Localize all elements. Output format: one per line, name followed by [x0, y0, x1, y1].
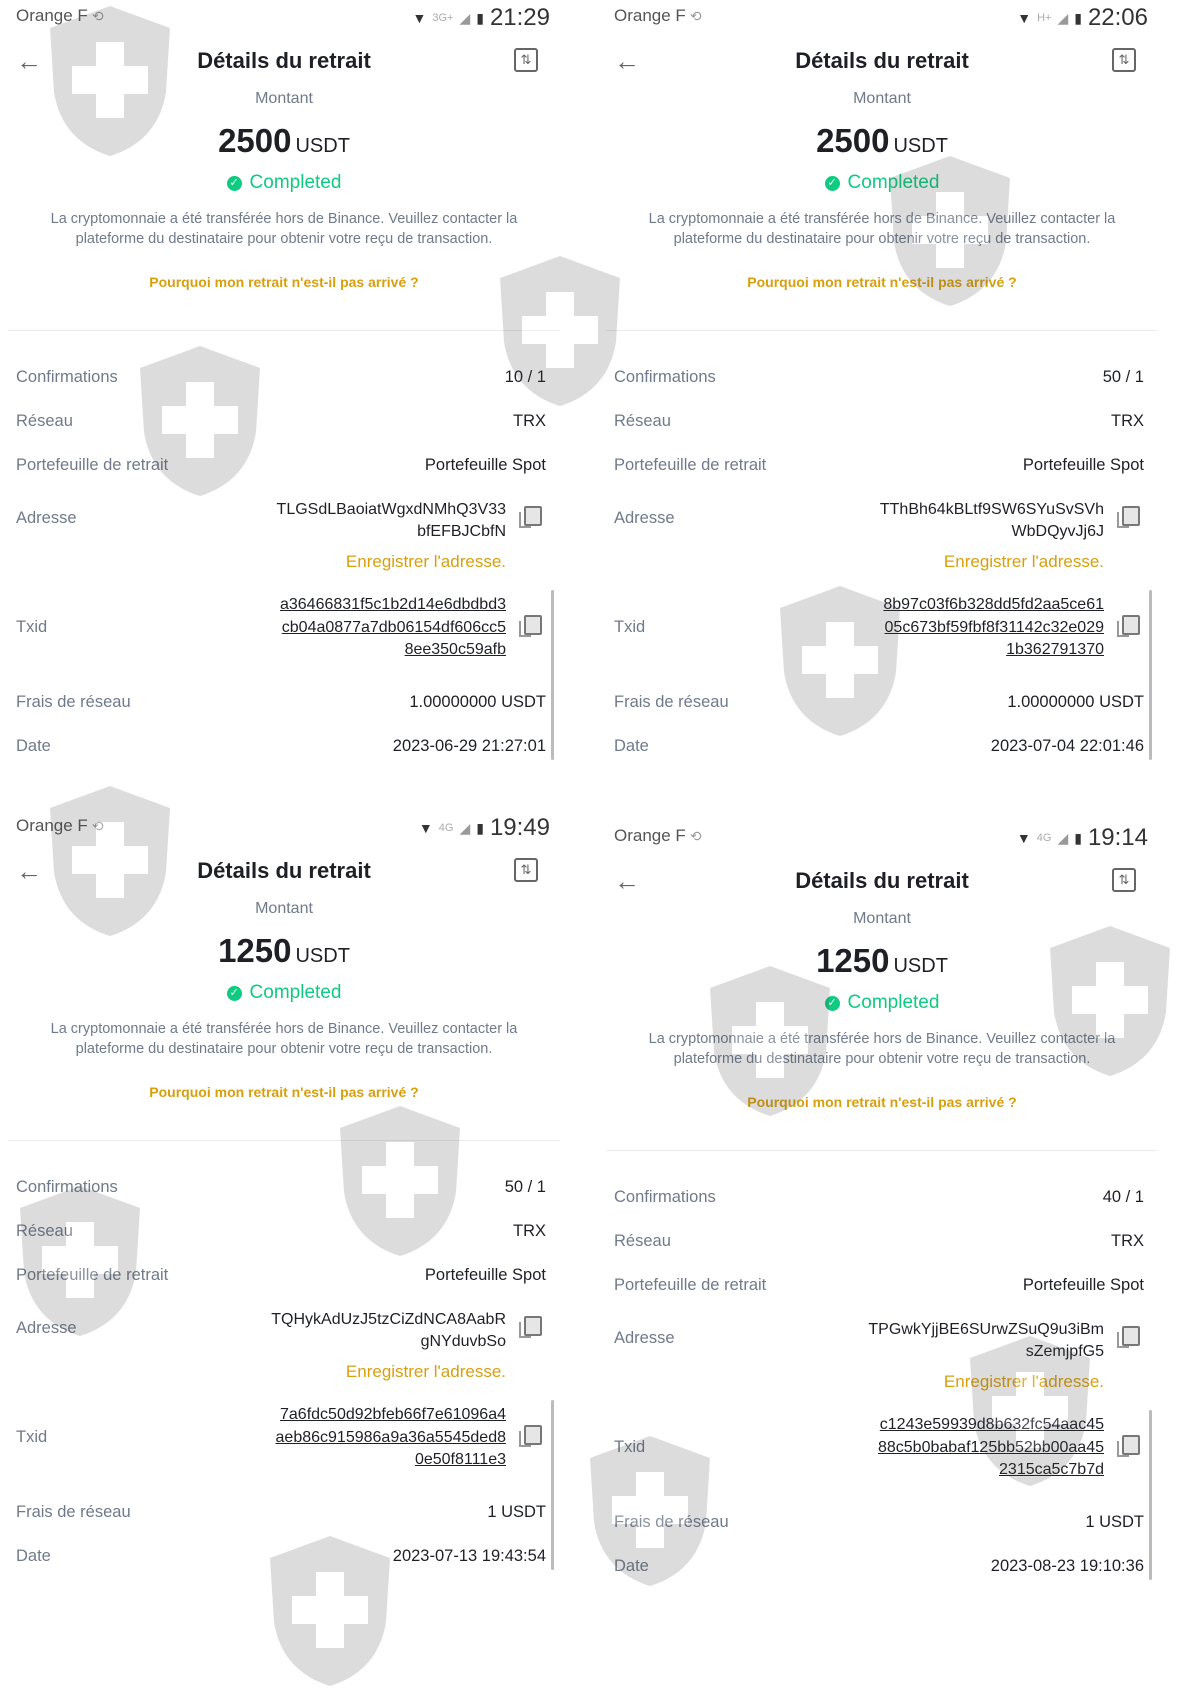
status-bar-right — [1017, 4, 1148, 32]
status-bar-carrier — [16, 816, 104, 836]
copy-icon[interactable] — [1122, 615, 1140, 635]
status-bar-right — [1017, 824, 1148, 852]
signal-icon: ◢ — [459, 9, 471, 26]
date-value: 2023-07-04 22:01:46 — [990, 737, 1144, 755]
network-value: TRX — [513, 1222, 546, 1240]
txid-label: Txid — [614, 618, 646, 636]
page-title: Détails du retrait — [197, 48, 371, 73]
txid-line-2: 05c673bf59fbf8f31142c32e029 — [884, 618, 1104, 636]
status-badge — [0, 172, 568, 194]
txid-link[interactable] — [883, 594, 1104, 662]
check-circle-icon: ✓ — [825, 996, 840, 1011]
date-label: Date — [614, 1557, 649, 1575]
network-type: 4G — [1036, 832, 1052, 844]
fee-value: 1 USDT — [1085, 1513, 1144, 1531]
confirmations-label: Confirmations — [16, 1178, 118, 1196]
wifi-icon: ▼ — [412, 10, 427, 26]
status-bar-carrier — [614, 826, 702, 846]
confirmations-label: Confirmations — [614, 368, 716, 386]
txid-line-3: 1b362791370 — [1006, 641, 1104, 658]
wallet-value: Portefeuille Spot — [1022, 1276, 1144, 1294]
amount-currency: USDT — [295, 135, 350, 157]
battery-icon: ▮ — [476, 819, 484, 836]
copy-icon[interactable] — [1122, 506, 1140, 526]
confirmations-label: Confirmations — [16, 368, 118, 386]
amount — [598, 942, 1166, 980]
divider — [8, 330, 560, 331]
status-badge — [0, 982, 568, 1004]
wallet-value: Portefeuille Spot — [424, 1266, 546, 1284]
network-type: 3G+ — [432, 12, 454, 24]
check-circle-icon: ✓ — [227, 986, 242, 1001]
amount-value: 1250 — [218, 932, 292, 969]
withdrawal-screen-2 — [598, 0, 1166, 803]
address-label: Adresse — [614, 1329, 675, 1347]
fee-label: Frais de réseau — [614, 693, 729, 711]
amount-label: Montant — [255, 900, 313, 917]
status-text: Completed — [847, 992, 940, 1013]
wallet-label: Portefeuille de retrait — [614, 1276, 767, 1294]
withdrawal-screen-1 — [0, 0, 568, 803]
carrier-name: Orange F — [16, 6, 88, 25]
transfer-note: La cryptomonnaie a été transférée hors de Binance. Veuillez contacter la plateforme du destinataire pour obtenir votre reçu de transaction. — [648, 211, 1116, 247]
withdrawal-screen-4 — [598, 820, 1166, 1623]
fee-value: 1 USDT — [487, 1503, 546, 1521]
txid-line-3: 8ee350c59afb — [404, 641, 506, 658]
address-label: Adresse — [614, 509, 675, 527]
confirmations-value: 10 / 1 — [504, 368, 546, 386]
sync-icon: ⟲ — [689, 7, 702, 24]
copy-icon[interactable] — [524, 1316, 542, 1336]
txid-line-3: 0e50f8111e3 — [414, 1451, 506, 1468]
status-bar-right — [412, 4, 550, 32]
address-value — [868, 1319, 1104, 1363]
scrollbar[interactable] — [551, 590, 554, 760]
status-bar-carrier — [16, 6, 104, 26]
page-title: Détails du retrait — [795, 48, 969, 73]
wifi-icon: ▼ — [1017, 10, 1032, 26]
date-value: 2023-06-29 21:27:01 — [392, 737, 546, 755]
amount-value: 1250 — [816, 942, 890, 979]
network-type: 4G — [438, 822, 454, 834]
txid-line-1: 7a6fdc50d92bfeb66f7e61096a4 — [280, 1406, 506, 1423]
sync-icon: ⟲ — [91, 817, 104, 834]
address-line-1: TLGSdLBaoiatWgxdNMhQ3V33 — [276, 501, 506, 518]
wallet-label: Portefeuille de retrait — [16, 1266, 169, 1284]
amount-value: 2500 — [218, 122, 292, 159]
status-bar-right — [419, 814, 550, 842]
txid-link[interactable] — [276, 1404, 506, 1472]
amount — [0, 932, 568, 970]
divider — [606, 330, 1158, 331]
network-value: TRX — [1111, 1232, 1144, 1250]
page-title: Détails du retrait — [795, 868, 969, 893]
address-line-1: TQHykAdUzJ5tzCiZdNCA8AabR — [271, 1311, 506, 1328]
back-arrow-icon[interactable]: ← — [16, 46, 42, 76]
wallet-label: Portefeuille de retrait — [614, 456, 767, 474]
share-icon[interactable]: ⇅ — [514, 48, 538, 72]
battery-icon: ▮ — [1074, 9, 1082, 26]
signal-icon: ◢ — [1057, 829, 1069, 846]
txid-label: Txid — [614, 1438, 646, 1456]
status-text: Completed — [847, 172, 940, 193]
txid-line-2: cb04a0877a7db06154df606cc5 — [281, 618, 506, 636]
fee-label: Frais de réseau — [16, 693, 131, 711]
txid-label: Txid — [16, 1428, 48, 1446]
clock: 19:49 — [489, 814, 550, 841]
address-line-2: gNYduvbSo — [420, 1333, 506, 1350]
check-circle-icon: ✓ — [227, 176, 242, 191]
save-address-link[interactable]: Enregistrer l'adresse. — [345, 1362, 506, 1381]
copy-icon[interactable] — [524, 1425, 542, 1445]
confirmations-label: Confirmations — [614, 1188, 716, 1206]
amount — [0, 122, 568, 160]
status-text: Completed — [249, 172, 342, 193]
amount-value: 2500 — [816, 122, 890, 159]
txid-label: Txid — [16, 618, 48, 636]
network-label: Réseau — [614, 1232, 671, 1250]
amount-currency: USDT — [893, 135, 948, 157]
scrollbar[interactable] — [551, 1400, 554, 1570]
txid-line-1: a36466831f5c1b2d14e6dbdbd3 — [279, 596, 506, 613]
fee-label: Frais de réseau — [614, 1513, 729, 1531]
amount — [598, 122, 1166, 160]
save-address-link[interactable]: Enregistrer l'adresse. — [943, 552, 1104, 571]
transfer-note: La cryptomonnaie a été transférée hors de Binance. Veuillez contacter la plateforme du destinataire pour obtenir votre reçu de transaction. — [50, 1021, 518, 1057]
signal-icon: ◢ — [1057, 9, 1069, 26]
back-arrow-icon[interactable]: ← — [614, 46, 640, 76]
wallet-label: Portefeuille de retrait — [16, 456, 169, 474]
save-address-link[interactable]: Enregistrer l'adresse. — [943, 1372, 1104, 1391]
scrollbar[interactable] — [1149, 590, 1152, 760]
status-text: Completed — [249, 982, 342, 1003]
confirmations-value: 40 / 1 — [1102, 1188, 1144, 1206]
clock: 19:14 — [1087, 824, 1148, 851]
network-label: Réseau — [16, 412, 73, 430]
back-arrow-icon[interactable]: ← — [16, 856, 42, 886]
date-label: Date — [16, 1547, 51, 1565]
share-icon[interactable]: ⇅ — [514, 858, 538, 882]
txid-line-2: aeb86c915986a9a36a5545ded8 — [275, 1428, 506, 1446]
txid-line-3: 2315ca5c7b7d — [999, 1461, 1104, 1478]
fee-value: 1.00000000 USDT — [1007, 693, 1144, 711]
network-label: Réseau — [16, 1222, 73, 1240]
fee-value: 1.00000000 USDT — [409, 693, 546, 711]
clock: 22:06 — [1087, 4, 1148, 31]
txid-line-1: c1243e59939d8b632fc54aac45 — [879, 1416, 1104, 1433]
battery-icon: ▮ — [1074, 829, 1082, 846]
share-icon[interactable]: ⇅ — [1112, 868, 1136, 892]
status-badge — [598, 992, 1166, 1014]
amount-currency: USDT — [295, 945, 350, 967]
carrier-name: Orange F — [614, 826, 686, 845]
network-type: H+ — [1037, 12, 1052, 24]
withdrawal-screen-3 — [0, 810, 568, 1613]
transfer-note: La cryptomonnaie a été transférée hors de Binance. Veuillez contacter la plateforme du destinataire pour obtenir votre reçu de transaction. — [50, 211, 518, 247]
sync-icon: ⟲ — [91, 7, 104, 24]
wallet-value: Portefeuille Spot — [1022, 456, 1144, 474]
why-not-arrived-link[interactable]: Pourquoi mon retrait n'est-il pas arrivé ? — [747, 1094, 1017, 1110]
date-label: Date — [16, 737, 51, 755]
amount-currency: USDT — [893, 955, 948, 977]
address-line-2: WbDQyvJj6J — [1011, 523, 1104, 540]
wallet-value: Portefeuille Spot — [424, 456, 546, 474]
txid-line-2: 88c5b0babaf125bb52bb00aa45 — [877, 1438, 1104, 1456]
amount-label: Montant — [853, 90, 911, 107]
network-value: TRX — [513, 412, 546, 430]
divider — [8, 1140, 560, 1141]
save-address-link[interactable]: Enregistrer l'adresse. — [345, 552, 506, 571]
copy-icon[interactable] — [1122, 1435, 1140, 1455]
address-line-1: TPGwkYjjBE6SUrwZSuQ9u3iBm — [868, 1321, 1104, 1338]
txid-link[interactable] — [280, 594, 506, 662]
back-arrow-icon[interactable]: ← — [614, 866, 640, 896]
date-value: 2023-08-23 19:10:36 — [990, 1557, 1144, 1575]
transfer-note: La cryptomonnaie a été transférée hors de Binance. Veuillez contacter la plateforme du destinataire pour obtenir votre reçu de transaction. — [648, 1031, 1116, 1067]
divider — [606, 1150, 1158, 1151]
copy-icon[interactable] — [524, 506, 542, 526]
share-icon[interactable]: ⇅ — [1112, 48, 1136, 72]
battery-icon: ▮ — [476, 9, 484, 26]
address-label: Adresse — [16, 509, 77, 527]
why-not-arrived-link[interactable]: Pourquoi mon retrait n'est-il pas arrivé ? — [747, 274, 1017, 290]
address-line-2: bfEFBJCbfN — [417, 523, 506, 540]
copy-icon[interactable] — [1122, 1326, 1140, 1346]
date-value: 2023-07-13 19:43:54 — [392, 1547, 546, 1565]
date-label: Date — [614, 737, 649, 755]
copy-icon[interactable] — [524, 615, 542, 635]
why-not-arrived-link[interactable]: Pourquoi mon retrait n'est-il pas arrivé ? — [149, 274, 419, 290]
address-line-2: sZemjpfG5 — [1025, 1343, 1104, 1360]
carrier-name: Orange F — [614, 6, 686, 25]
confirmations-value: 50 / 1 — [504, 1178, 546, 1196]
check-circle-icon: ✓ — [825, 176, 840, 191]
txid-link[interactable] — [878, 1414, 1104, 1482]
page-title: Détails du retrait — [197, 858, 371, 883]
clock: 21:29 — [489, 4, 550, 31]
amount-label: Montant — [853, 910, 911, 927]
address-value — [277, 499, 506, 543]
status-bar-carrier — [614, 6, 702, 26]
address-value — [880, 499, 1104, 543]
why-not-arrived-link[interactable]: Pourquoi mon retrait n'est-il pas arrivé ? — [149, 1084, 419, 1100]
txid-line-1: 8b97c03f6b328dd5fd2aa5ce61 — [883, 596, 1104, 613]
network-value: TRX — [1111, 412, 1144, 430]
fee-label: Frais de réseau — [16, 1503, 131, 1521]
address-label: Adresse — [16, 1319, 77, 1337]
status-badge — [598, 172, 1166, 194]
carrier-name: Orange F — [16, 816, 88, 835]
wifi-icon: ▼ — [1016, 830, 1031, 846]
amount-label: Montant — [255, 90, 313, 107]
confirmations-value: 50 / 1 — [1102, 368, 1144, 386]
network-label: Réseau — [614, 412, 671, 430]
signal-icon: ◢ — [459, 819, 471, 836]
address-value — [271, 1309, 506, 1353]
scrollbar[interactable] — [1149, 1410, 1152, 1580]
sync-icon: ⟲ — [689, 827, 702, 844]
wifi-icon: ▼ — [418, 820, 433, 836]
address-line-1: TThBh64kBLtf9SW6SYuSvSVh — [879, 501, 1104, 518]
